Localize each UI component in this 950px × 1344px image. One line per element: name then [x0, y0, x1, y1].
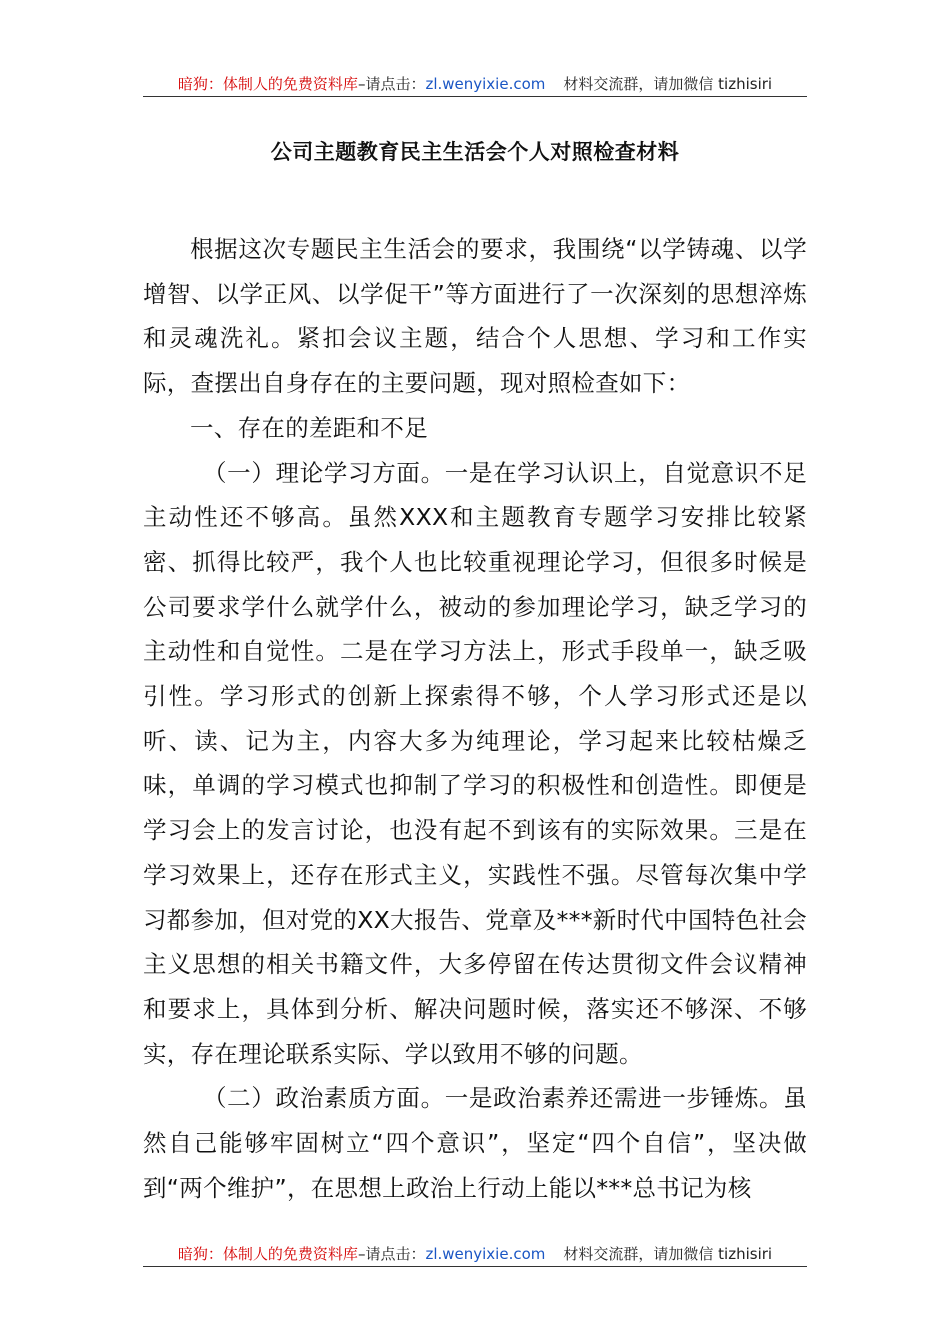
footer-brand: 暗狗：体制人的免费资料库	[177, 1245, 358, 1263]
footer-prompt: –请点击：	[357, 1245, 426, 1263]
document-body	[143, 227, 807, 1210]
page-footer	[143, 1238, 807, 1267]
section-heading: 一、存在的差距和不足	[190, 413, 428, 442]
header-prompt: –请点击：	[357, 75, 426, 93]
theory-study-paragraph: （一）理论学习方面。一是在学习认识上，自觉意识不足主动性还不够高。虽然XXX和主题教育专题学习安排比较紧密、抓得比较严，我个人也比较重视理论学习，但很多时候是公司要求学什么就学什么，被动的参加理论学习，缺乏学习的主动性和自觉性。二是在学习方法上，形式手段单一，缺乏吸引性。学习形式的创新上探索得不够，个人学习形式还是以听、读、记为主，内容大多为纯理论，学习起来比较枯燥乏味，单调的学习模式也抑制了学习的积极性和创造性。即便是学习会上的发言讨论，也没有起不到该有的实际效果。三是在学习效果上，还存在形式主义，实践性不强。尽管每次集中学习都参加，但对党的XX大报告、党章及***新时代中国特色社会主义思想的相关书籍文件，大多停留在传达贯彻文件会议精神和要求上，具体到分析、解决问题时候，落实还不够深、不够实，存在理论联系实际、学以致用不够的问题。	[143, 458, 807, 1068]
document-title: 公司主题教育民主生活会个人对照检查材料	[270, 140, 680, 164]
header-brand: 暗狗：体制人的免费资料库	[177, 75, 358, 93]
political-quality-paragraph: （二）政治素质方面。一是政治素养还需进一步锤炼。虽然自己能够牢固树立“四个意识”，坚定“四个自信”，坚决做到“两个维护”，在思想上政治上行动上能以***总书记为核	[143, 1084, 807, 1202]
footer-wechat: 材料交流群，请加微信 tizhisiri	[563, 1245, 773, 1263]
page-header	[143, 68, 807, 97]
footer-link[interactable]: zl.wenyixie.com	[425, 1245, 546, 1263]
header-link[interactable]: zl.wenyixie.com	[425, 75, 546, 93]
header-wechat: 材料交流群，请加微信 tizhisiri	[563, 75, 773, 93]
intro-paragraph: 根据这次专题民主生活会的要求，我围绕“以学铸魂、以学增智、以学正风、以学促干”等方面进行了一次深刻的思想淬炼和灵魂洗礼。紧扣会议主题，结合个人思想、学习和工作实际，查摆出自身存在的主要问题，现对照检查如下：	[143, 235, 807, 398]
